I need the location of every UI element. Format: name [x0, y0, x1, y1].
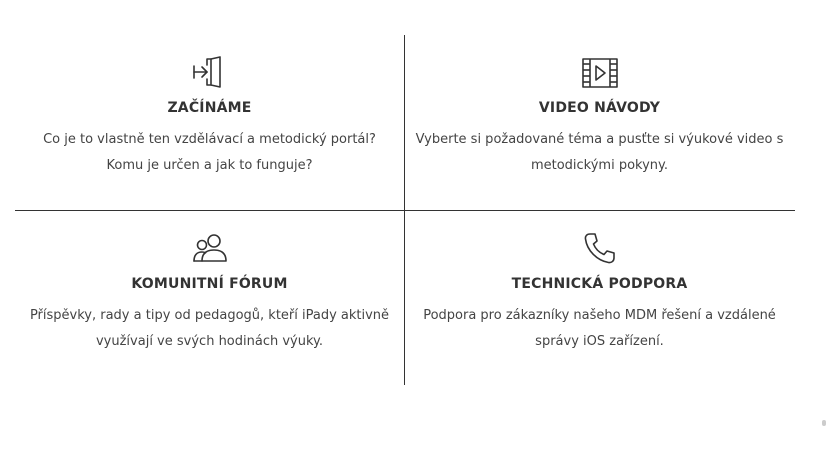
feature-description: Podpora pro zákazníky našeho MDM řešení a vzdálené správy iOS zařízení. [423, 308, 776, 349]
feature-grid [15, 35, 795, 385]
feature-title[interactable]: KOMUNITNÍ FÓRUM [131, 276, 288, 292]
feature-title[interactable]: TECHNICKÁ PODPORA [511, 276, 688, 292]
feature-description: Příspěvky, rady a tipy od pedagogů, kteří iPady aktivně využívají ve svých hodinách výuky. [29, 308, 390, 349]
feature-description: Vyberte si požadované téma a pusťte si výukové video s metodickými pokyny. [415, 132, 784, 173]
feature-card-community-forum[interactable] [15, 211, 404, 386]
scroll-indicator [822, 420, 826, 426]
feature-card-video-guides[interactable] [405, 35, 794, 210]
video-film-icon [580, 55, 620, 91]
feature-description: Co je to vlastně ten vzdělávací a metodický portál? Komu je určen a jak to funguje? [43, 132, 376, 173]
users-icon [190, 231, 230, 267]
feature-title[interactable]: ZAČÍNÁME [167, 100, 252, 116]
feature-card-tech-support[interactable] [405, 211, 794, 386]
feature-title[interactable]: VIDEO NÁVODY [538, 100, 661, 116]
enter-door-icon [190, 55, 230, 91]
phone-icon [580, 231, 620, 267]
feature-card-getting-started[interactable] [15, 35, 404, 210]
